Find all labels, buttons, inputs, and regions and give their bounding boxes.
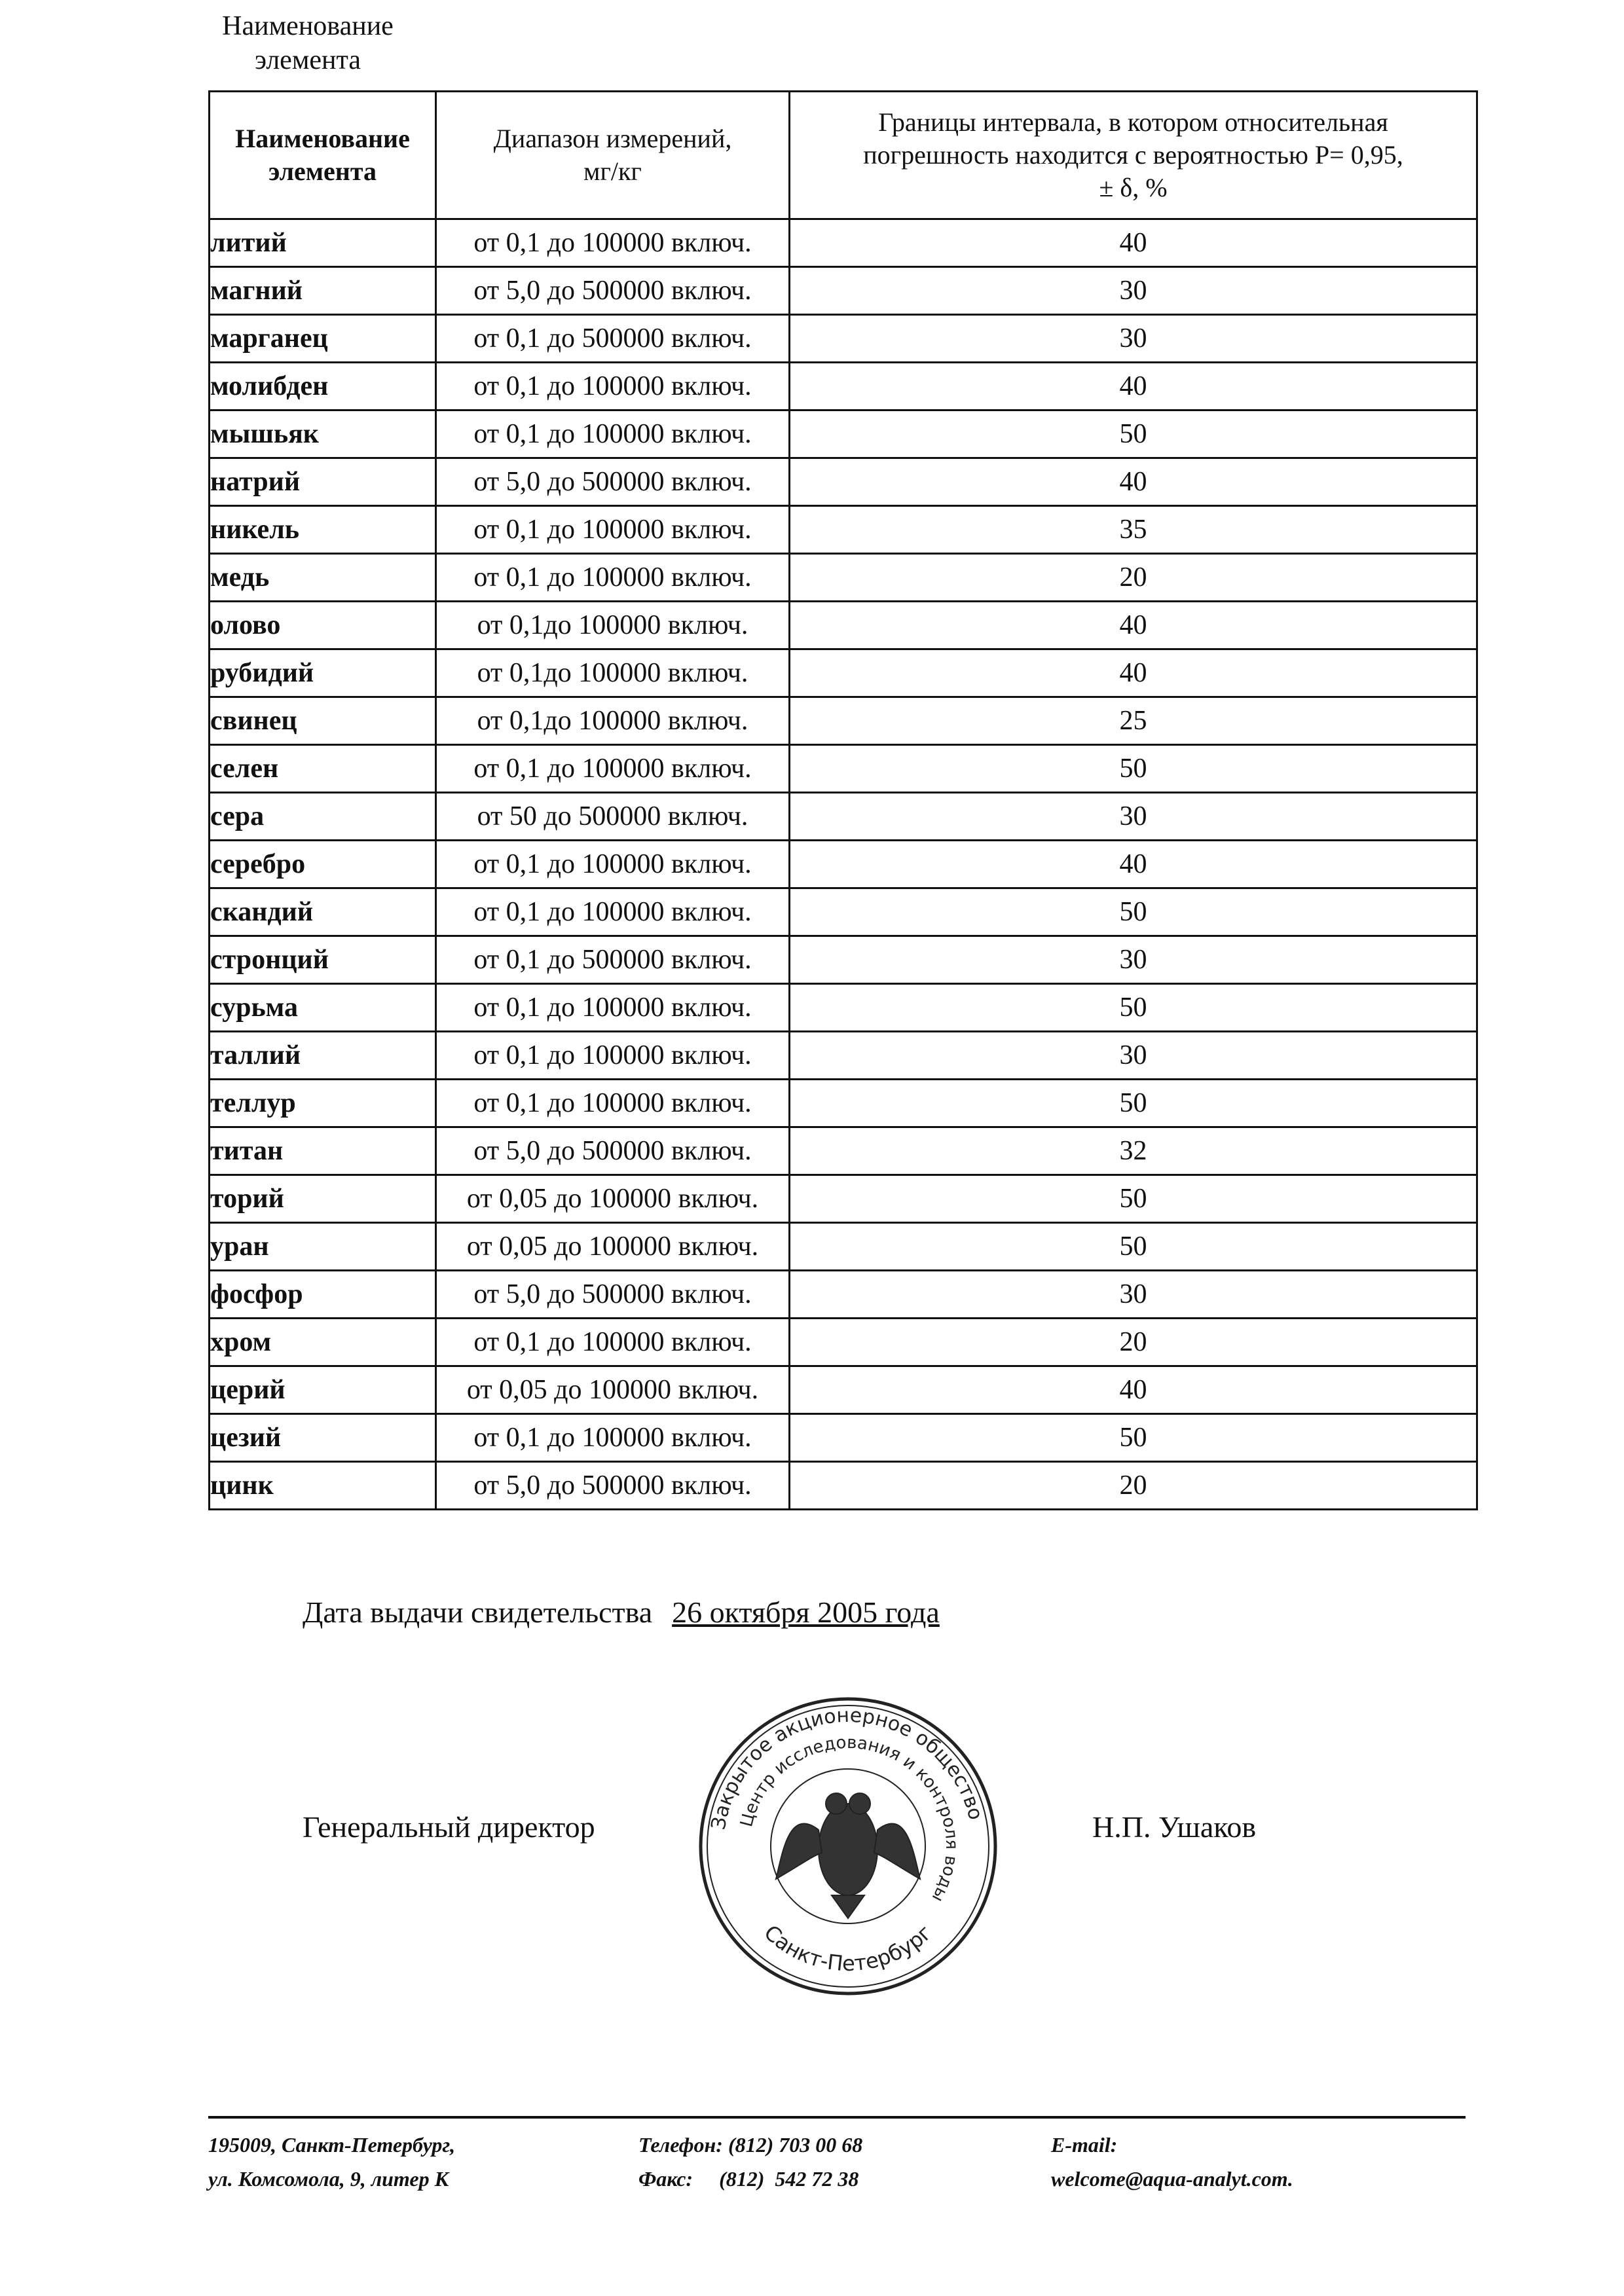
- footer-phones: Телефон: (812) 703 00 68 Факс: (812) 542 72 38: [638, 2133, 863, 2191]
- cell-range: от 5,0 до 500000 включ.: [436, 267, 790, 315]
- cell-error: 35: [790, 506, 1477, 554]
- cell-range: от 0,1 до 100000 включ.: [436, 1080, 790, 1127]
- company-seal-icon: [691, 1689, 1005, 2003]
- table-row: [210, 745, 1477, 793]
- cell-element-name: церий: [210, 1366, 436, 1414]
- cell-element-name: сера: [210, 793, 436, 841]
- cell-element-name: стронций: [210, 936, 436, 984]
- header-element-name: Наименование элемента: [210, 92, 436, 219]
- cell-element-name: теллур: [210, 1080, 436, 1127]
- seal-bottom-text: Санкт-Петербург: [759, 1920, 937, 1977]
- table-row: [210, 1414, 1477, 1462]
- cell-element-name: торий: [210, 1175, 436, 1223]
- seal-middle-text: Центр исследования и контроля воды: [737, 1732, 962, 1905]
- table-row: [210, 1223, 1477, 1271]
- table-row: [210, 1175, 1477, 1223]
- cell-range: от 0,1 до 500000 включ.: [436, 315, 790, 363]
- cell-range: от 0,1 до 100000 включ.: [436, 363, 790, 410]
- table-row: [210, 219, 1477, 267]
- cell-element-name: рубидий: [210, 649, 436, 697]
- cell-range: от 5,0 до 500000 включ.: [436, 458, 790, 506]
- cell-range: от 0,1 до 100000 включ.: [436, 1032, 790, 1080]
- eagle-emblem-icon: [776, 1793, 920, 1918]
- cell-error: 50: [790, 745, 1477, 793]
- director-name: Н.П. Ушаков: [1092, 1810, 1257, 1844]
- top-caption-line1: Наименование: [222, 11, 394, 41]
- cell-element-name: магний: [210, 267, 436, 315]
- elements-table: [208, 90, 1478, 1510]
- cell-error: 40: [790, 602, 1477, 649]
- cell-element-name: серебро: [210, 841, 436, 888]
- table-row: [210, 841, 1477, 888]
- cell-range: от 0,1 до 100000 включ.: [436, 1414, 790, 1462]
- table-row: [210, 363, 1477, 410]
- cell-range: от 50 до 500000 включ.: [436, 793, 790, 841]
- cell-error: 40: [790, 458, 1477, 506]
- table-row: [210, 410, 1477, 458]
- cell-element-name: никель: [210, 506, 436, 554]
- table-row: [210, 1080, 1477, 1127]
- cell-range: от 0,1 до 100000 включ.: [436, 554, 790, 602]
- table-row: [210, 506, 1477, 554]
- table-row: [210, 458, 1477, 506]
- table-row: [210, 554, 1477, 602]
- cell-range: от 5,0 до 500000 включ.: [436, 1127, 790, 1175]
- cell-range: от 0,05 до 100000 включ.: [436, 1366, 790, 1414]
- cell-error: 30: [790, 936, 1477, 984]
- cell-element-name: медь: [210, 554, 436, 602]
- cell-error: 50: [790, 984, 1477, 1032]
- top-caption-line2: элемента: [254, 45, 361, 75]
- cell-range: от 0,1 до 100000 включ.: [436, 841, 790, 888]
- header-error-bounds: Границы интервала, в котором относительная погрешность находится с вероятностью P= 0,95, ± δ, %: [790, 92, 1477, 219]
- cell-error: 30: [790, 1271, 1477, 1319]
- table-row: [210, 1032, 1477, 1080]
- cell-error: 20: [790, 1319, 1477, 1366]
- cell-element-name: сурьма: [210, 984, 436, 1032]
- cell-element-name: марганец: [210, 315, 436, 363]
- cell-error: 40: [790, 649, 1477, 697]
- table-header-row: [210, 92, 1477, 219]
- table-row: [210, 697, 1477, 745]
- top-caption: [210, 9, 406, 77]
- cell-element-name: олово: [210, 602, 436, 649]
- cell-range: от 0,1 до 100000 включ.: [436, 984, 790, 1032]
- cell-range: от 0,1 до 500000 включ.: [436, 936, 790, 984]
- cell-error: 30: [790, 793, 1477, 841]
- cell-element-name: свинец: [210, 697, 436, 745]
- cell-error: 50: [790, 1414, 1477, 1462]
- cell-error: 40: [790, 1366, 1477, 1414]
- table-row: [210, 602, 1477, 649]
- table-row: [210, 1462, 1477, 1510]
- issue-label: Дата выдачи свидетельства: [303, 1595, 653, 1629]
- table-row: [210, 936, 1477, 984]
- table-row: [210, 1271, 1477, 1319]
- cell-error: 50: [790, 1080, 1477, 1127]
- cell-element-name: уран: [210, 1223, 436, 1271]
- table-row: [210, 649, 1477, 697]
- cell-error: 25: [790, 697, 1477, 745]
- cell-element-name: цезий: [210, 1414, 436, 1462]
- cell-element-name: титан: [210, 1127, 436, 1175]
- cell-element-name: таллий: [210, 1032, 436, 1080]
- table-row: [210, 1319, 1477, 1366]
- cell-range: от 0,05 до 100000 включ.: [436, 1223, 790, 1271]
- table-row: [210, 315, 1477, 363]
- cell-range: от 0,1 до 100000 включ.: [436, 888, 790, 936]
- cell-error: 50: [790, 1223, 1477, 1271]
- cell-error: 40: [790, 841, 1477, 888]
- cell-element-name: цинк: [210, 1462, 436, 1510]
- table-row: [210, 1366, 1477, 1414]
- cell-range: от 0,1 до 100000 включ.: [436, 1319, 790, 1366]
- cell-range: от 0,1 до 100000 включ.: [436, 219, 790, 267]
- cell-range: от 0,1 до 100000 включ.: [436, 410, 790, 458]
- cell-error: 40: [790, 219, 1477, 267]
- cell-error: 30: [790, 1032, 1477, 1080]
- email-link[interactable]: welcome@aqua-analyt.com.: [1051, 2167, 1293, 2191]
- cell-range: от 0,1 до 100000 включ.: [436, 506, 790, 554]
- svg-text:Санкт-Петербург: [759, 1920, 936, 1976]
- seal-top-text: Закрытое акционерное общество: [707, 1704, 987, 1832]
- header-range: Диапазон измерений, мг/кг: [436, 92, 790, 219]
- cell-element-name: скандий: [210, 888, 436, 936]
- cell-error: 50: [790, 888, 1477, 936]
- cell-element-name: молибден: [210, 363, 436, 410]
- issue-date: 26 октября 2005 года: [672, 1595, 940, 1629]
- table-row: [210, 984, 1477, 1032]
- cell-range: от 0,1до 100000 включ.: [436, 649, 790, 697]
- cell-error: 30: [790, 315, 1477, 363]
- cell-error: 32: [790, 1127, 1477, 1175]
- cell-range: от 0,1до 100000 включ.: [436, 697, 790, 745]
- table-row: [210, 267, 1477, 315]
- cell-error: 50: [790, 410, 1477, 458]
- cell-element-name: хром: [210, 1319, 436, 1366]
- cell-element-name: мышьяк: [210, 410, 436, 458]
- cell-element-name: селен: [210, 745, 436, 793]
- cell-range: от 5,0 до 500000 включ.: [436, 1271, 790, 1319]
- director-title: Генеральный директор: [303, 1810, 595, 1844]
- cell-range: от 0,1 до 100000 включ.: [436, 745, 790, 793]
- cell-error: 40: [790, 363, 1477, 410]
- cell-range: от 5,0 до 500000 включ.: [436, 1462, 790, 1510]
- table-row: [210, 888, 1477, 936]
- cell-error: 30: [790, 267, 1477, 315]
- footer-divider: [208, 2116, 1466, 2119]
- table-row: [210, 1127, 1477, 1175]
- footer-email: E-mail: welcome@aqua-analyt.com.: [1051, 2128, 1293, 2196]
- cell-element-name: фосфор: [210, 1271, 436, 1319]
- cell-element-name: литий: [210, 219, 436, 267]
- cell-range: от 0,05 до 100000 включ.: [436, 1175, 790, 1223]
- cell-error: 50: [790, 1175, 1477, 1223]
- footer-address: 195009, Санкт-Петербург, ул. Комсомола, 9, литер К: [208, 2133, 456, 2191]
- cell-error: 20: [790, 554, 1477, 602]
- table-body: [210, 219, 1477, 1510]
- cell-error: 20: [790, 1462, 1477, 1510]
- table-row: [210, 793, 1477, 841]
- cell-element-name: натрий: [210, 458, 436, 506]
- issue-line: [303, 1595, 940, 1630]
- cell-range: от 0,1до 100000 включ.: [436, 602, 790, 649]
